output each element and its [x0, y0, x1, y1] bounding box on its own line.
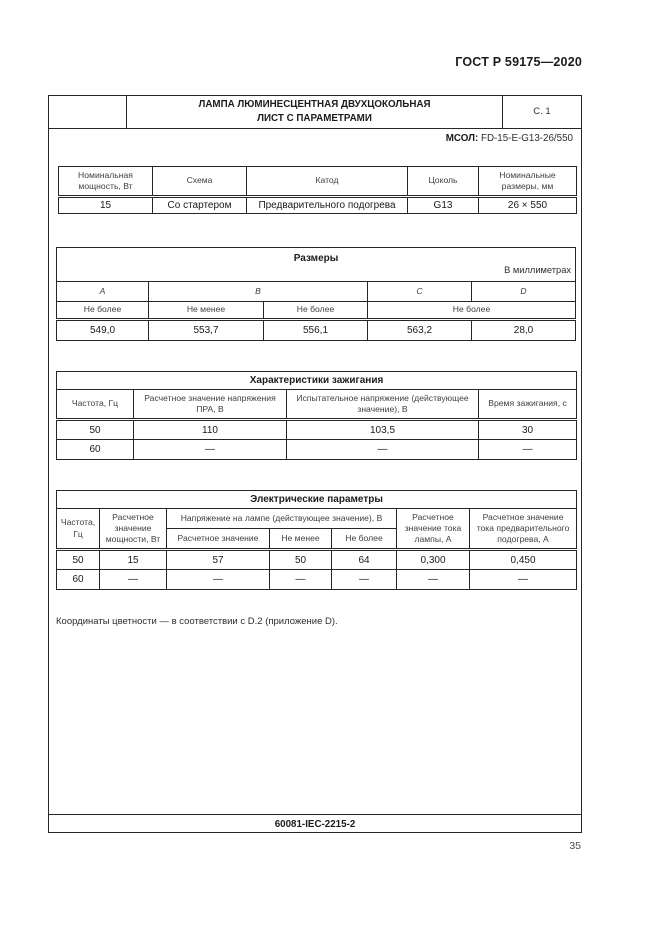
- header-cell: Частота, Гц: [57, 390, 134, 420]
- standard-number: ГОСТ Р 59175—2020: [455, 55, 582, 69]
- mcol-value: FD-15-E-G13-26/550: [480, 133, 573, 144]
- parameter-sheet-box: [48, 95, 582, 833]
- value-cell: —: [167, 570, 270, 590]
- mcol-label: МСОЛ:: [445, 133, 479, 144]
- value-cell: —: [332, 570, 397, 590]
- header-cell: Не более: [368, 302, 576, 320]
- header-cell: Номинальные размеры, мм: [479, 167, 577, 197]
- table-row: [57, 440, 577, 460]
- table-row: [57, 570, 577, 590]
- value-cell: 553,7: [149, 320, 264, 341]
- header-cell: Расчетное значение напряжения ПРА, В: [134, 390, 287, 420]
- value-cell: 0,300: [397, 550, 470, 570]
- value-cell: 26 × 550: [479, 197, 577, 214]
- value-cell: 0,450: [470, 550, 577, 570]
- header-empty-cell: [49, 96, 127, 128]
- value-cell: —: [287, 440, 479, 460]
- table-title-cell: Электрические параметры: [57, 491, 577, 509]
- value-cell: 15: [100, 550, 167, 570]
- header-cell: B: [149, 282, 368, 302]
- value-cell: 60: [57, 440, 134, 460]
- table-row: [57, 550, 577, 570]
- table-row: [57, 320, 576, 341]
- header-cell: Напряжение на лампе (действующее значение), В: [167, 509, 397, 529]
- value-cell: 28,0: [472, 320, 576, 341]
- header-cell: Цоколь: [408, 167, 479, 197]
- header-cell: Не менее: [270, 529, 332, 550]
- table-row: [59, 197, 577, 214]
- value-cell: 556,1: [264, 320, 368, 341]
- sheet-title: [127, 96, 503, 128]
- table-title-row: [57, 372, 577, 390]
- header-cell: Время зажигания, с: [479, 390, 577, 420]
- electrical-table: [56, 490, 577, 590]
- value-cell: 57: [167, 550, 270, 570]
- header-cell: Не более: [332, 529, 397, 550]
- sheet-header-band: [49, 96, 581, 129]
- value-cell: —: [270, 570, 332, 590]
- table-row: [57, 420, 577, 440]
- value-cell: 64: [332, 550, 397, 570]
- header-cell: Номинальная мощность, Вт: [59, 167, 153, 197]
- value-cell: 563,2: [368, 320, 472, 341]
- dimensions-title: Размеры: [293, 253, 339, 264]
- ignition-table: [56, 371, 577, 460]
- header-cell: Катод: [247, 167, 408, 197]
- header-cell: C: [368, 282, 472, 302]
- header-cell: Схема: [153, 167, 247, 197]
- value-cell: —: [479, 440, 577, 460]
- sheet-title-line2: ЛИСТ С ПАРАМЕТРАМИ: [257, 113, 372, 125]
- sheet-page-ref: С. 1: [533, 106, 551, 117]
- page-number: 35: [569, 840, 581, 852]
- value-cell: 50: [270, 550, 332, 570]
- header-cell: Не более: [264, 302, 368, 320]
- value-cell: —: [470, 570, 577, 590]
- table-header-row: [59, 167, 577, 197]
- value-cell: 60: [57, 570, 100, 590]
- value-cell: 110: [134, 420, 287, 440]
- table-title-row: [57, 248, 576, 282]
- value-cell: 50: [57, 420, 134, 440]
- value-cell: 50: [57, 550, 100, 570]
- table-title-row: [57, 491, 577, 509]
- header-cell: Расчетное значение мощности, Вт: [100, 509, 167, 550]
- table-header-row: [57, 390, 577, 420]
- header-cell: Расчетное значение тока предварительного подогрева, А: [470, 509, 577, 550]
- header-cell: Частота, Гц: [57, 509, 100, 550]
- value-cell: —: [100, 570, 167, 590]
- header-cell: A: [57, 282, 149, 302]
- footer-code: 60081-IEC-2215-2: [49, 814, 581, 834]
- table-title-cell: Характеристики зажигания: [57, 372, 577, 390]
- value-cell: 30: [479, 420, 577, 440]
- header-cell: Расчетное значение тока лампы, А: [397, 509, 470, 550]
- value-cell: 15: [59, 197, 153, 214]
- table-header-row: [57, 509, 577, 529]
- header-cell: D: [472, 282, 576, 302]
- table-header-row: [57, 302, 576, 320]
- value-cell: 549,0: [57, 320, 149, 341]
- header-cell: Не более: [57, 302, 149, 320]
- value-cell: —: [134, 440, 287, 460]
- table-title-cell: [57, 248, 576, 282]
- value-cell: 103,5: [287, 420, 479, 440]
- mcol-line: [49, 133, 581, 144]
- value-cell: Предварительного подогрева: [247, 197, 408, 214]
- header-cell: Расчетное значение: [167, 529, 270, 550]
- value-cell: Со стартером: [153, 197, 247, 214]
- header-cell: Не менее: [149, 302, 264, 320]
- units-note: В миллиметрах: [504, 265, 572, 275]
- table-header-row: [57, 282, 576, 302]
- value-cell: G13: [408, 197, 479, 214]
- lamp-params-table: [58, 166, 577, 214]
- header-cell: Испытательное напряжение (действующее значение), В: [287, 390, 479, 420]
- dimensions-table: [56, 247, 576, 341]
- sheet-title-line1: ЛАМПА ЛЮМИНЕСЦЕНТНАЯ ДВУХЦОКОЛЬНАЯ: [198, 99, 431, 110]
- value-cell: —: [397, 570, 470, 590]
- chromaticity-note: Координаты цветности — в соответствии с D.2 (приложение D).: [56, 616, 338, 627]
